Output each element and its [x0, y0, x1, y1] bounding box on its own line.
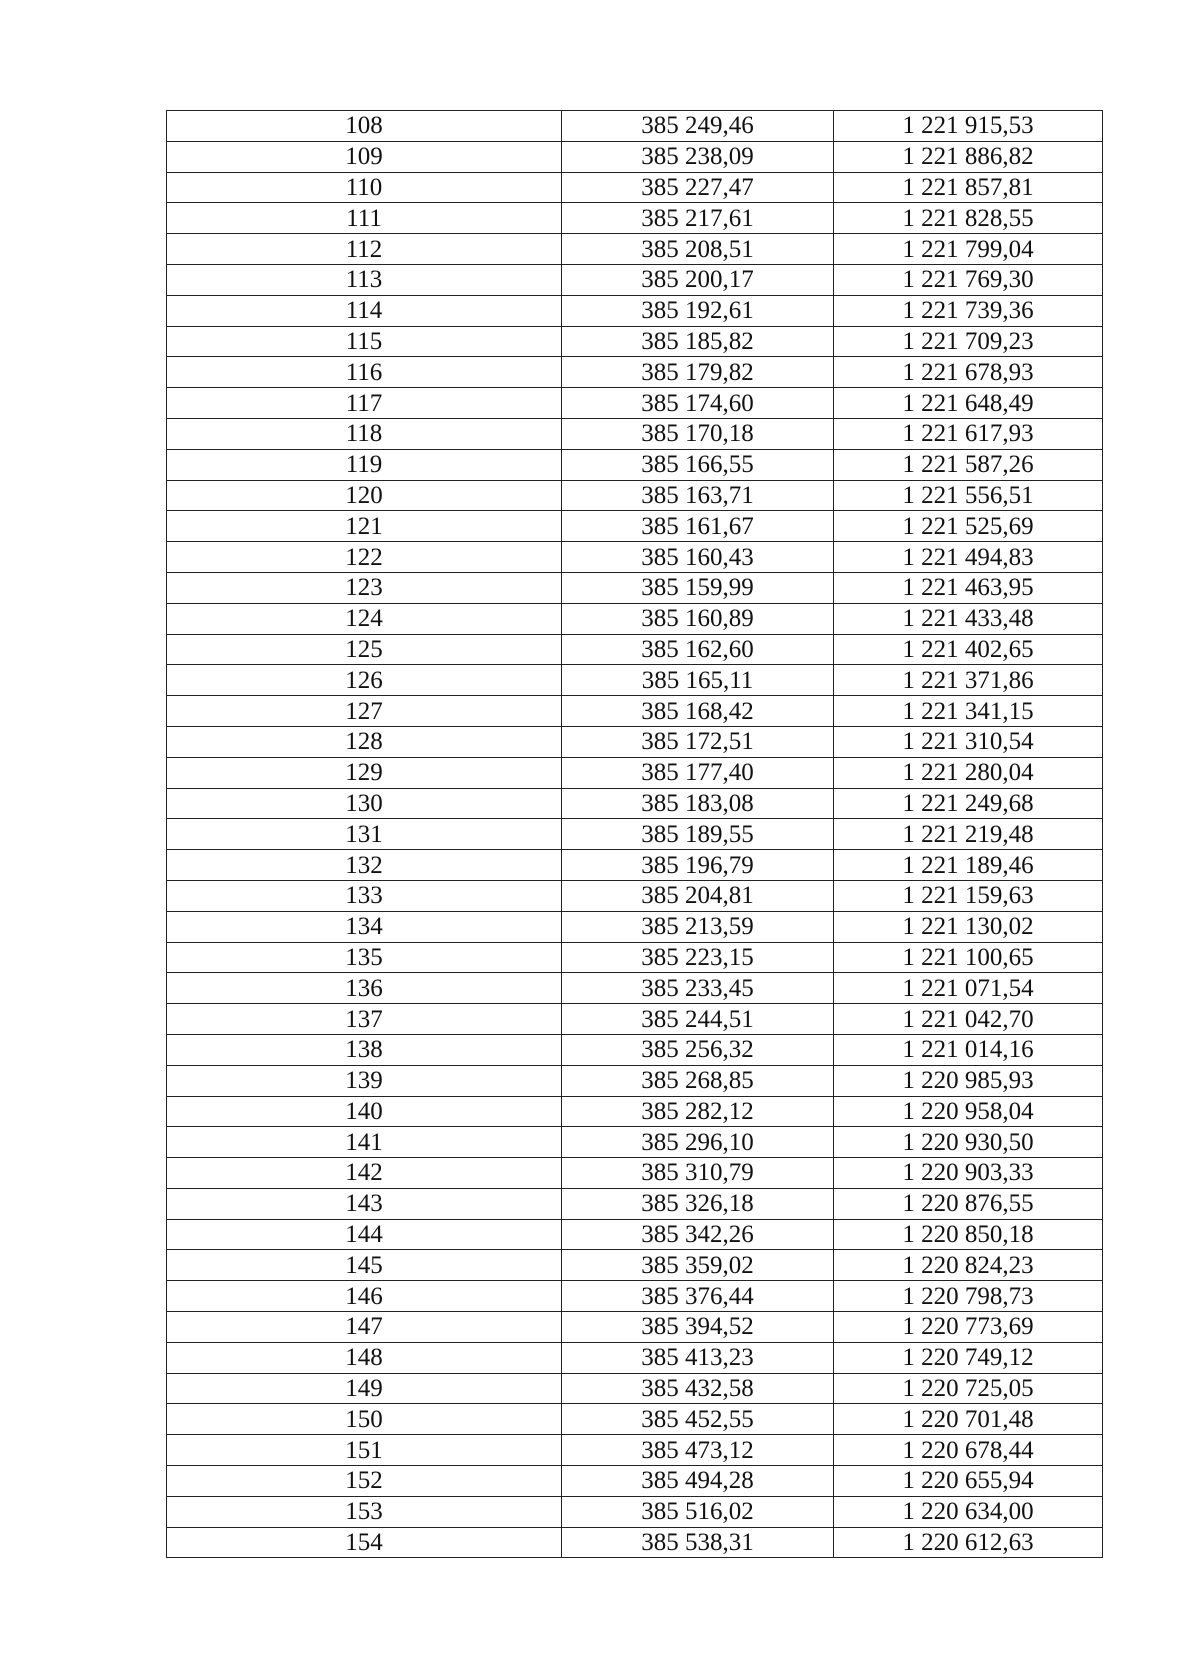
x-coordinate-cell: 385 162,60	[562, 634, 834, 665]
table-row	[167, 1435, 1103, 1466]
point-number-cell: 138	[167, 1034, 562, 1065]
x-coordinate-cell: 385 172,51	[562, 726, 834, 757]
y-coordinate-cell: 1 221 678,93	[834, 357, 1103, 388]
x-coordinate-cell: 385 432,58	[562, 1373, 834, 1404]
y-coordinate-cell: 1 220 612,63	[834, 1527, 1103, 1558]
y-coordinate-cell: 1 221 402,65	[834, 634, 1103, 665]
table-row	[167, 696, 1103, 727]
table-row	[167, 1342, 1103, 1373]
x-coordinate-cell: 385 342,26	[562, 1219, 834, 1250]
x-coordinate-cell: 385 163,71	[562, 480, 834, 511]
y-coordinate-cell: 1 220 930,50	[834, 1127, 1103, 1158]
table-row	[167, 1466, 1103, 1497]
point-number-cell: 139	[167, 1065, 562, 1096]
point-number-cell: 112	[167, 234, 562, 265]
x-coordinate-cell: 385 200,17	[562, 264, 834, 295]
y-coordinate-cell: 1 220 725,05	[834, 1373, 1103, 1404]
x-coordinate-cell: 385 179,82	[562, 357, 834, 388]
table-row	[167, 1250, 1103, 1281]
y-coordinate-cell: 1 221 587,26	[834, 449, 1103, 480]
table-row	[167, 388, 1103, 419]
point-number-cell: 108	[167, 111, 562, 142]
x-coordinate-cell: 385 174,60	[562, 388, 834, 419]
table-row	[167, 880, 1103, 911]
table-row	[167, 203, 1103, 234]
x-coordinate-cell: 385 233,45	[562, 973, 834, 1004]
point-number-cell: 148	[167, 1342, 562, 1373]
x-coordinate-cell: 385 160,89	[562, 603, 834, 634]
y-coordinate-cell: 1 220 798,73	[834, 1281, 1103, 1312]
x-coordinate-cell: 385 473,12	[562, 1435, 834, 1466]
table-row	[167, 480, 1103, 511]
table-row	[167, 1496, 1103, 1527]
table-row	[167, 141, 1103, 172]
point-number-cell: 149	[167, 1373, 562, 1404]
table-row	[167, 1312, 1103, 1343]
x-coordinate-cell: 385 238,09	[562, 141, 834, 172]
point-number-cell: 118	[167, 418, 562, 449]
point-number-cell: 110	[167, 172, 562, 203]
y-coordinate-cell: 1 220 985,93	[834, 1065, 1103, 1096]
y-coordinate-cell: 1 221 709,23	[834, 326, 1103, 357]
coordinates-table-body	[167, 111, 1103, 1558]
point-number-cell: 146	[167, 1281, 562, 1312]
table-row	[167, 911, 1103, 942]
table-row	[167, 850, 1103, 881]
y-coordinate-cell: 1 221 915,53	[834, 111, 1103, 142]
x-coordinate-cell: 385 376,44	[562, 1281, 834, 1312]
table-row	[167, 357, 1103, 388]
y-coordinate-cell: 1 221 042,70	[834, 1004, 1103, 1035]
y-coordinate-cell: 1 220 749,12	[834, 1342, 1103, 1373]
point-number-cell: 113	[167, 264, 562, 295]
table-row	[167, 542, 1103, 573]
x-coordinate-cell: 385 359,02	[562, 1250, 834, 1281]
y-coordinate-cell: 1 221 130,02	[834, 911, 1103, 942]
y-coordinate-cell: 1 221 525,69	[834, 511, 1103, 542]
y-coordinate-cell: 1 221 341,15	[834, 696, 1103, 727]
coordinates-table	[166, 110, 1103, 1558]
x-coordinate-cell: 385 185,82	[562, 326, 834, 357]
x-coordinate-cell: 385 538,31	[562, 1527, 834, 1558]
point-number-cell: 150	[167, 1404, 562, 1435]
y-coordinate-cell: 1 220 655,94	[834, 1466, 1103, 1497]
y-coordinate-cell: 1 221 249,68	[834, 788, 1103, 819]
x-coordinate-cell: 385 494,28	[562, 1466, 834, 1497]
table-row	[167, 942, 1103, 973]
table-row	[167, 757, 1103, 788]
point-number-cell: 144	[167, 1219, 562, 1250]
point-number-cell: 116	[167, 357, 562, 388]
point-number-cell: 134	[167, 911, 562, 942]
y-coordinate-cell: 1 220 678,44	[834, 1435, 1103, 1466]
point-number-cell: 147	[167, 1312, 562, 1343]
x-coordinate-cell: 385 282,12	[562, 1096, 834, 1127]
point-number-cell: 125	[167, 634, 562, 665]
table-row	[167, 726, 1103, 757]
table-row	[167, 665, 1103, 696]
table-row	[167, 1065, 1103, 1096]
x-coordinate-cell: 385 208,51	[562, 234, 834, 265]
x-coordinate-cell: 385 170,18	[562, 418, 834, 449]
x-coordinate-cell: 385 227,47	[562, 172, 834, 203]
y-coordinate-cell: 1 221 799,04	[834, 234, 1103, 265]
y-coordinate-cell: 1 221 556,51	[834, 480, 1103, 511]
point-number-cell: 120	[167, 480, 562, 511]
y-coordinate-cell: 1 220 634,00	[834, 1496, 1103, 1527]
y-coordinate-cell: 1 220 903,33	[834, 1158, 1103, 1189]
x-coordinate-cell: 385 168,42	[562, 696, 834, 727]
table-row	[167, 1127, 1103, 1158]
x-coordinate-cell: 385 196,79	[562, 850, 834, 881]
y-coordinate-cell: 1 221 769,30	[834, 264, 1103, 295]
point-number-cell: 111	[167, 203, 562, 234]
y-coordinate-cell: 1 221 014,16	[834, 1034, 1103, 1065]
point-number-cell: 133	[167, 880, 562, 911]
y-coordinate-cell: 1 220 773,69	[834, 1312, 1103, 1343]
point-number-cell: 127	[167, 696, 562, 727]
y-coordinate-cell: 1 221 280,04	[834, 757, 1103, 788]
x-coordinate-cell: 385 213,59	[562, 911, 834, 942]
point-number-cell: 153	[167, 1496, 562, 1527]
y-coordinate-cell: 1 221 371,86	[834, 665, 1103, 696]
point-number-cell: 122	[167, 542, 562, 573]
y-coordinate-cell: 1 220 824,23	[834, 1250, 1103, 1281]
table-row	[167, 264, 1103, 295]
point-number-cell: 145	[167, 1250, 562, 1281]
x-coordinate-cell: 385 326,18	[562, 1188, 834, 1219]
point-number-cell: 142	[167, 1158, 562, 1189]
point-number-cell: 136	[167, 973, 562, 1004]
x-coordinate-cell: 385 165,11	[562, 665, 834, 696]
table-row	[167, 1096, 1103, 1127]
y-coordinate-cell: 1 220 958,04	[834, 1096, 1103, 1127]
point-number-cell: 126	[167, 665, 562, 696]
y-coordinate-cell: 1 221 886,82	[834, 141, 1103, 172]
point-number-cell: 140	[167, 1096, 562, 1127]
point-number-cell: 137	[167, 1004, 562, 1035]
x-coordinate-cell: 385 177,40	[562, 757, 834, 788]
x-coordinate-cell: 385 161,67	[562, 511, 834, 542]
x-coordinate-cell: 385 413,23	[562, 1342, 834, 1373]
x-coordinate-cell: 385 452,55	[562, 1404, 834, 1435]
table-row	[167, 1188, 1103, 1219]
point-number-cell: 121	[167, 511, 562, 542]
table-row	[167, 1373, 1103, 1404]
point-number-cell: 143	[167, 1188, 562, 1219]
point-number-cell: 114	[167, 295, 562, 326]
point-number-cell: 124	[167, 603, 562, 634]
point-number-cell: 152	[167, 1466, 562, 1497]
x-coordinate-cell: 385 159,99	[562, 572, 834, 603]
table-row	[167, 418, 1103, 449]
x-coordinate-cell: 385 192,61	[562, 295, 834, 326]
x-coordinate-cell: 385 166,55	[562, 449, 834, 480]
x-coordinate-cell: 385 204,81	[562, 880, 834, 911]
x-coordinate-cell: 385 244,51	[562, 1004, 834, 1035]
y-coordinate-cell: 1 220 701,48	[834, 1404, 1103, 1435]
point-number-cell: 117	[167, 388, 562, 419]
y-coordinate-cell: 1 220 876,55	[834, 1188, 1103, 1219]
y-coordinate-cell: 1 221 828,55	[834, 203, 1103, 234]
x-coordinate-cell: 385 394,52	[562, 1312, 834, 1343]
table-row	[167, 1527, 1103, 1558]
x-coordinate-cell: 385 256,32	[562, 1034, 834, 1065]
point-number-cell: 128	[167, 726, 562, 757]
y-coordinate-cell: 1 221 617,93	[834, 418, 1103, 449]
x-coordinate-cell: 385 217,61	[562, 203, 834, 234]
x-coordinate-cell: 385 189,55	[562, 819, 834, 850]
table-row	[167, 449, 1103, 480]
table-row	[167, 1219, 1103, 1250]
y-coordinate-cell: 1 221 071,54	[834, 973, 1103, 1004]
table-row	[167, 572, 1103, 603]
point-number-cell: 132	[167, 850, 562, 881]
y-coordinate-cell: 1 221 494,83	[834, 542, 1103, 573]
point-number-cell: 154	[167, 1527, 562, 1558]
x-coordinate-cell: 385 516,02	[562, 1496, 834, 1527]
table-row	[167, 326, 1103, 357]
x-coordinate-cell: 385 268,85	[562, 1065, 834, 1096]
x-coordinate-cell: 385 223,15	[562, 942, 834, 973]
point-number-cell: 129	[167, 757, 562, 788]
y-coordinate-cell: 1 221 189,46	[834, 850, 1103, 881]
y-coordinate-cell: 1 221 648,49	[834, 388, 1103, 419]
table-row	[167, 1034, 1103, 1065]
table-row	[167, 1404, 1103, 1435]
point-number-cell: 123	[167, 572, 562, 603]
y-coordinate-cell: 1 221 159,63	[834, 880, 1103, 911]
x-coordinate-cell: 385 160,43	[562, 542, 834, 573]
x-coordinate-cell: 385 296,10	[562, 1127, 834, 1158]
x-coordinate-cell: 385 183,08	[562, 788, 834, 819]
point-number-cell: 109	[167, 141, 562, 172]
table-row	[167, 111, 1103, 142]
table-row	[167, 1004, 1103, 1035]
y-coordinate-cell: 1 221 433,48	[834, 603, 1103, 634]
table-row	[167, 234, 1103, 265]
y-coordinate-cell: 1 221 739,36	[834, 295, 1103, 326]
y-coordinate-cell: 1 221 463,95	[834, 572, 1103, 603]
y-coordinate-cell: 1 221 219,48	[834, 819, 1103, 850]
table-row	[167, 1158, 1103, 1189]
point-number-cell: 151	[167, 1435, 562, 1466]
x-coordinate-cell: 385 310,79	[562, 1158, 834, 1189]
y-coordinate-cell: 1 221 857,81	[834, 172, 1103, 203]
point-number-cell: 135	[167, 942, 562, 973]
point-number-cell: 131	[167, 819, 562, 850]
table-row	[167, 511, 1103, 542]
point-number-cell: 130	[167, 788, 562, 819]
table-row	[167, 634, 1103, 665]
table-row	[167, 603, 1103, 634]
y-coordinate-cell: 1 220 850,18	[834, 1219, 1103, 1250]
y-coordinate-cell: 1 221 310,54	[834, 726, 1103, 757]
table-row	[167, 788, 1103, 819]
y-coordinate-cell: 1 221 100,65	[834, 942, 1103, 973]
table-row	[167, 295, 1103, 326]
point-number-cell: 141	[167, 1127, 562, 1158]
point-number-cell: 115	[167, 326, 562, 357]
table-row	[167, 819, 1103, 850]
table-row	[167, 1281, 1103, 1312]
x-coordinate-cell: 385 249,46	[562, 111, 834, 142]
point-number-cell: 119	[167, 449, 562, 480]
table-row	[167, 172, 1103, 203]
table-row	[167, 973, 1103, 1004]
